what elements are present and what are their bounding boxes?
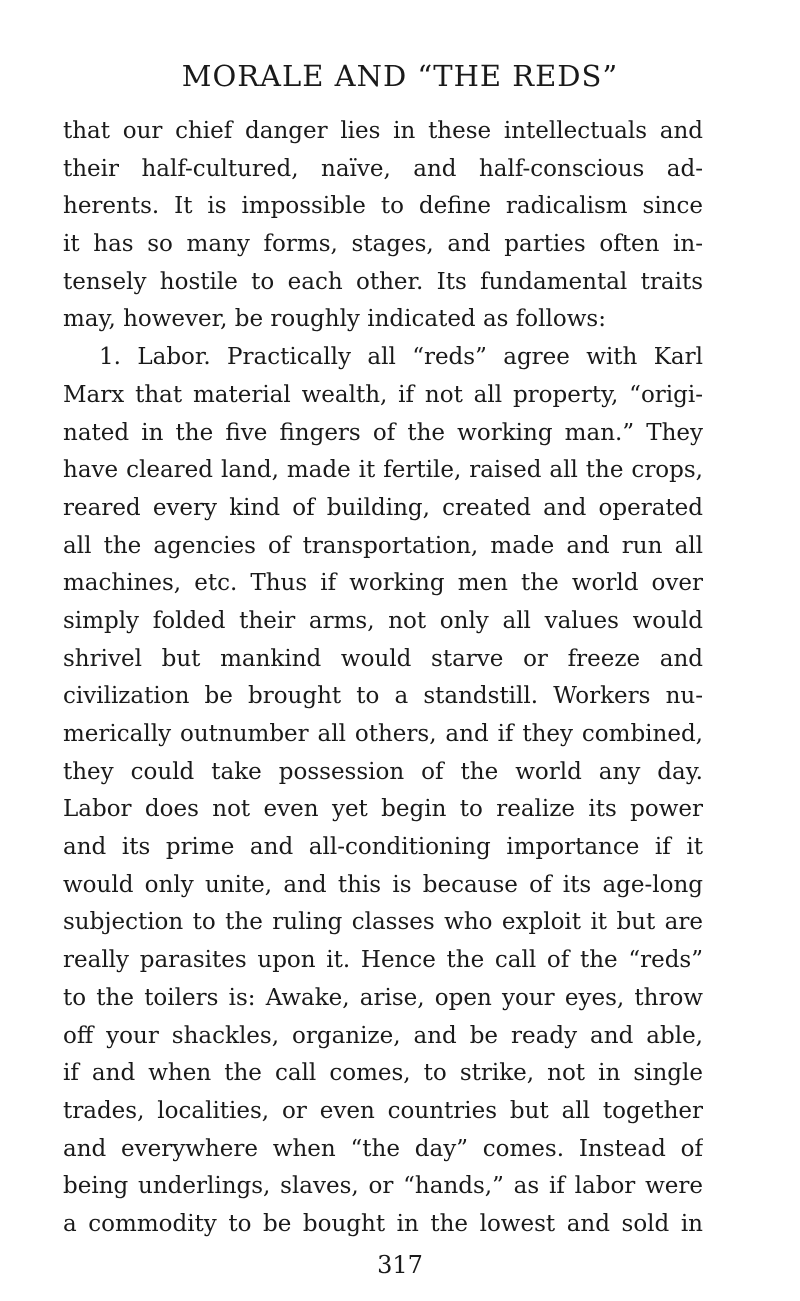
text-line: they could take possession of the world any day.: [63, 758, 703, 785]
text-line: subjection to the ruling classes who exploit it but are: [63, 909, 703, 936]
running-head: MORALE AND “THE REDS”: [181, 59, 619, 93]
text-line: reared every kind of building, created and operated: [63, 494, 703, 521]
text-line: to the toilers is: Awake, arise, open your eyes, throw: [63, 984, 703, 1011]
body-text: [63, 113, 703, 1244]
text-line: merically outnumber all others, and if they combined,: [63, 721, 703, 747]
text-line: all the agencies of transportation, made and run all: [63, 532, 703, 559]
text-line: Labor does not even yet begin to realize its power: [63, 796, 703, 823]
text-line: being underlings, slaves, or “hands,” as if labor were: [63, 1173, 703, 1200]
text-line: if and when the call comes, to strike, not in single: [63, 1060, 703, 1087]
text-line: have cleared land, made it fertile, raised all the crops,: [63, 457, 703, 484]
page-number: 317: [377, 1251, 423, 1279]
text-line: civilization be brought to a standstill. Workers nu-: [63, 683, 703, 710]
text-line: a commodity to be bought in the lowest and sold in: [63, 1210, 703, 1237]
text-line: would only unite, and this is because of its age-long: [63, 871, 703, 898]
text-line: and everywhere when “the day” comes. Instead of: [63, 1135, 703, 1162]
text-line: tensely hostile to each other. Its fundamental traits: [63, 268, 703, 295]
text-line: shrivel but mankind would starve or freeze and: [63, 645, 703, 672]
text-line: may, however, be roughly indicated as follows:: [63, 306, 606, 333]
text-line: and its prime and all-conditioning importance if it: [63, 834, 703, 861]
text-line: nated in the five fingers of the working man.” They: [63, 419, 703, 446]
text-line: 1. Labor. Practically all “reds” agree with Karl: [99, 344, 703, 371]
text-line: trades, localities, or even countries but all together: [63, 1097, 703, 1124]
text-line: that our chief danger lies in these intellectuals and: [63, 118, 703, 144]
text-line: it has so many forms, stages, and parties often in-: [63, 231, 703, 258]
text-line: really parasites upon it. Hence the call of the “reds”: [63, 947, 703, 974]
text-line: their half-cultured, naïve, and half-conscious ad-: [63, 155, 703, 182]
text-line: machines, etc. Thus if working men the world over: [63, 570, 703, 597]
text-line: Marx that material wealth, if not all property, “origi-: [63, 381, 703, 408]
text-line: off your shackles, organize, and be ready and able,: [63, 1022, 703, 1049]
text-line: simply folded their arms, not only all values would: [63, 607, 703, 634]
text-line: herents. It is impossible to define radicalism since: [63, 193, 703, 220]
